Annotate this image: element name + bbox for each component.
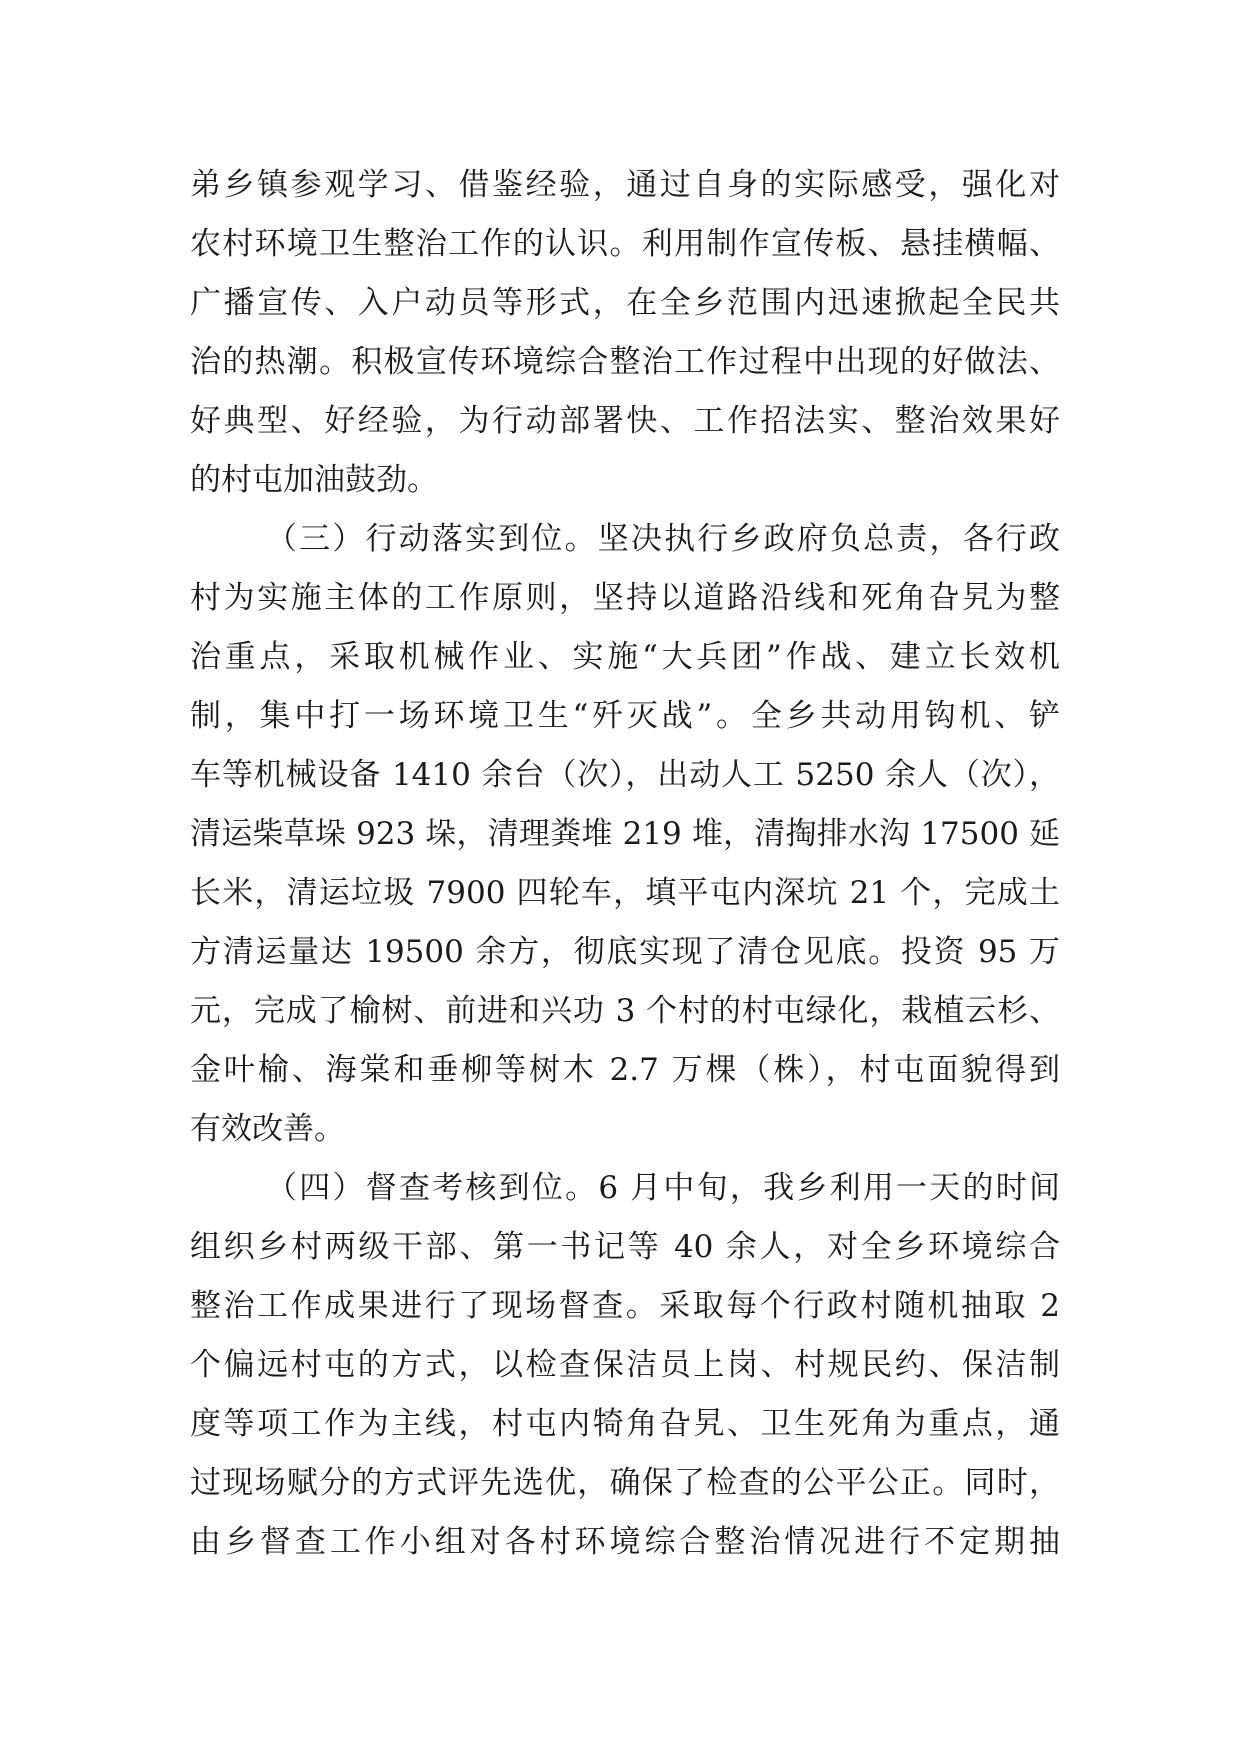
body-text xyxy=(190,156,1060,1572)
text-line: 方清运量达 19500 余方，彻底实现了清仓见底。投资 95 万 xyxy=(190,934,1060,970)
text-line: 车等机械设备 1410 余台（次），出动人工 5250 余人（次）， xyxy=(190,757,1060,793)
text-line: 过现场赋分的方式评先选优，确保了检查的公平公正。同时， xyxy=(190,1465,1060,1501)
text-line: 清运柴草垛 923 垛，清理粪堆 219 堆，清掏排水沟 17500 延 xyxy=(190,816,1060,852)
text-line: 治的热潮。积极宣传环境综合整治工作过程中出现的好做法、 xyxy=(190,344,1060,380)
text-line: 组织乡村两级干部、第一书记等 40 余人，对全乡环境综合 xyxy=(190,1229,1060,1265)
paragraph-publicity xyxy=(190,156,1060,510)
text-line: 农村环境卫生整治工作的认识。利用制作宣传板、悬挂横幅、 xyxy=(190,226,1060,262)
text-line: 由乡督查工作小组对各村环境综合整治情况进行不定期抽 xyxy=(190,1524,1060,1560)
text-line: 有效改善。 xyxy=(190,1111,345,1147)
section-heading-line: （四）督查考核到位。6 月中旬，我乡利用一天的时间 xyxy=(266,1170,1060,1206)
text-line: 好典型、好经验，为行动部署快、工作招法实、整治效果好 xyxy=(190,403,1060,439)
text-line: 广播宣传、入户动员等形式，在全乡范围内迅速掀起全民共 xyxy=(190,285,1060,321)
text-line: 治重点，采取机械作业、实施“大兵团”作战、建立长效机 xyxy=(190,639,1060,675)
text-line: 的村屯加油鼓劲。 xyxy=(190,462,438,498)
text-line: 度等项工作为主线，村屯内犄角旮旯、卫生死角为重点，通 xyxy=(190,1406,1060,1442)
text-line: 个偏远村屯的方式，以检查保洁员上岗、村规民约、保洁制 xyxy=(190,1347,1060,1383)
text-line: 元，完成了榆树、前进和兴功 3 个村的村屯绿化，栽植云杉、 xyxy=(190,993,1060,1029)
text-line: 金叶榆、海棠和垂柳等树木 2.7 万棵（株），村屯面貌得到 xyxy=(190,1052,1060,1088)
text-line: 制，集中打一场环境卫生“歼灭战”。全乡共动用钩机、铲 xyxy=(190,698,1060,734)
text-line: 村为实施主体的工作原则，坚持以道路沿线和死角旮旯为整 xyxy=(190,580,1060,616)
text-line: 长米，清运垃圾 7900 四轮车，填平屯内深坑 21 个，完成土 xyxy=(190,875,1060,911)
paragraph-action xyxy=(190,510,1060,1159)
text-line: 弟乡镇参观学习、借鉴经验，通过自身的实际感受，强化对 xyxy=(190,167,1060,203)
text-line: 整治工作成果进行了现场督查。采取每个行政村随机抽取 2 xyxy=(190,1288,1060,1324)
paragraph-inspection xyxy=(190,1159,1060,1572)
section-heading-line: （三）行动落实到位。坚决执行乡政府负总责，各行政 xyxy=(266,521,1060,557)
